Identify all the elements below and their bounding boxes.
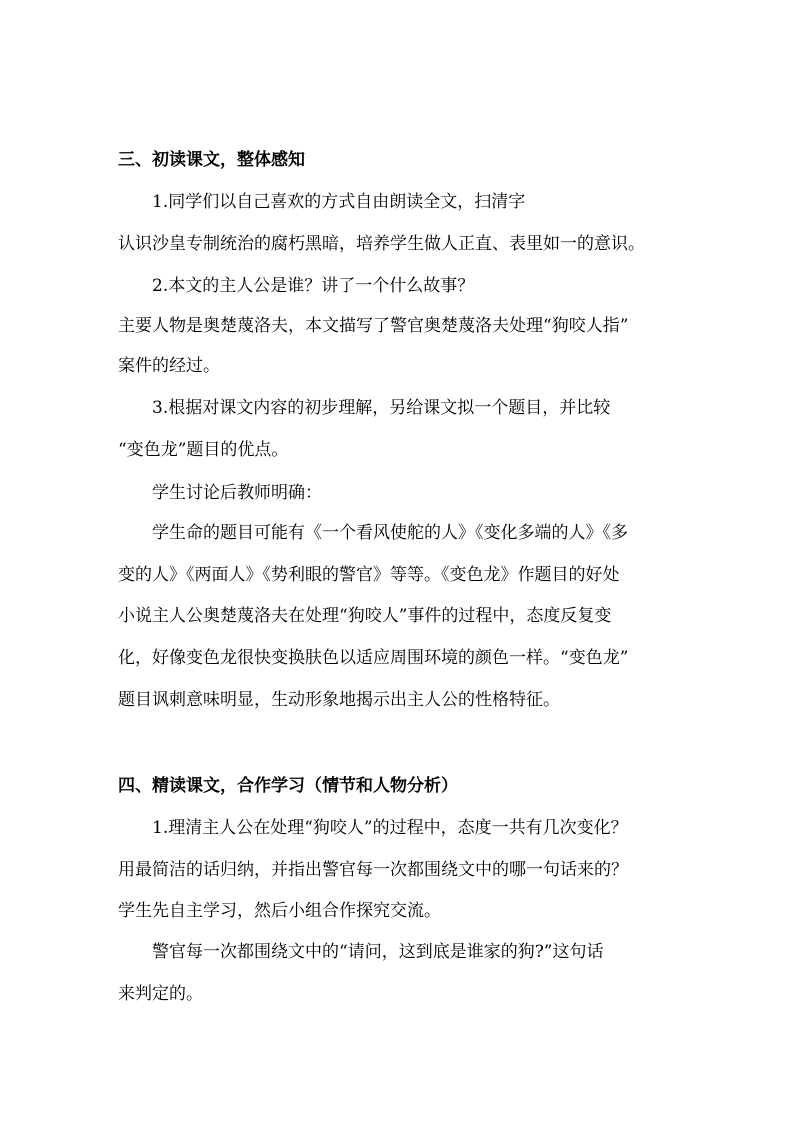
section-4-answer-line-2: 来判定的。 [118,984,203,1004]
section-4-answer-line-1: 警官每一次都围绕文中的“请问，这到底是谁家的狗?”这句话 [152,942,604,962]
section-3-item-1: 1.同学们以自己喜欢的方式自由朗读全文，扫清字 [152,192,526,212]
section-3-heading: 三、初读课文，整体感知 [118,150,305,170]
section-3-item-2: 2.本文的主人公是谁？讲了一个什么故事？ [152,276,475,296]
section-4-item-1-line-3: 学生先自主学习，然后小组合作探究交流。 [118,901,441,921]
paragraph-line-4: 化，好像变色龙很快变换肤色以适应周围环境的颜色一样。“变色龙” [118,648,629,668]
paragraph-line-5: 题目讽刺意味明显，生动形象地揭示出主人公的性格特征。 [118,690,560,710]
paragraph-line-2: 变的人》《两面人》《势利眼的警官》等等。《变色龙》作题目的好处 [118,565,620,585]
section-4-heading: 四、精读课文，合作学习（情节和人物分析） [118,776,458,796]
section-4-item-1-line-1: 1.理清主人公在处理“狗咬人”的过程中，态度一共有几次变化？ [152,818,628,838]
section-4-item-1-line-2: 用最简洁的话归纳，并指出警官每一次都围绕文中的哪一句话来的？ [118,860,628,880]
discussion-label: 学生讨论后教师明确： [152,483,322,503]
section-3-item-2-answer-line-1: 主要人物是奥楚蔑洛夫，本文描写了警官奥楚蔑洛夫处理“狗咬人指” [118,316,629,336]
section-3-item-1-continued: 认识沙皇专制统治的腐朽黑暗，培养学生做人正直、表里如一的意识。 [118,234,645,254]
section-3-item-3-line-2: “变色龙”题目的优点。 [118,440,289,460]
paragraph-line-1: 学生命的题目可能有《一个看风使舵的人》《变化多端的人》《多 [152,523,628,543]
section-3-item-3-line-1: 3.根据对课文内容的初步理解，另给课文拟一个题目，并比较 [152,398,611,418]
section-3-item-2-answer-line-2: 案件的经过。 [118,356,220,376]
paragraph-line-3: 小说主人公奥楚蔑洛夫在处理“狗咬人”事件的过程中，态度反复变 [118,606,612,626]
